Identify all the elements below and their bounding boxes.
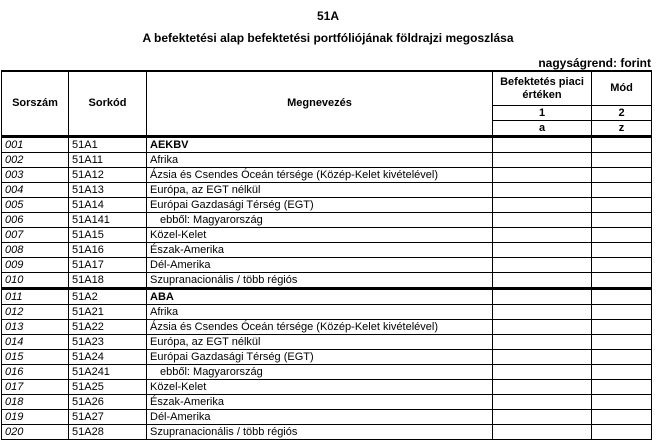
row-sorkod: 51A28 xyxy=(69,425,147,440)
row-befektetes-value xyxy=(493,305,592,320)
table-title: A befektetési alap befektetési portfóliójának földrajzi megoszlása xyxy=(142,31,514,45)
row-sorszam: 016 xyxy=(2,365,69,380)
row-sorszam: 002 xyxy=(2,153,69,168)
row-sorkod: 51A27 xyxy=(69,410,147,425)
row-sorszam: 008 xyxy=(2,243,69,258)
table-row xyxy=(2,320,652,335)
row-mod-value xyxy=(592,380,652,395)
table-row xyxy=(2,258,652,273)
row-sorkod: 51A13 xyxy=(69,183,147,198)
row-sorkod: 51A23 xyxy=(69,335,147,350)
row-befektetes-value xyxy=(493,273,592,289)
row-befektetes-value xyxy=(493,320,592,335)
row-sorkod: 51A15 xyxy=(69,228,147,243)
col-header-sorszam: Sorszám xyxy=(2,71,69,137)
row-sorszam: 011 xyxy=(2,289,69,305)
row-sorkod: 51A26 xyxy=(69,395,147,410)
row-sorszam: 017 xyxy=(2,380,69,395)
row-befektetes-value xyxy=(493,380,592,395)
row-megnevezes: Szupranacionális / több régiós xyxy=(147,425,493,440)
row-sorkod: 51A141 xyxy=(69,213,147,228)
table-row xyxy=(2,410,652,425)
row-sorszam: 003 xyxy=(2,168,69,183)
row-mod-value xyxy=(592,258,652,273)
row-sorszam: 013 xyxy=(2,320,69,335)
table-row xyxy=(2,395,652,410)
row-sorkod: 51A11 xyxy=(69,153,147,168)
row-sorkod: 51A12 xyxy=(69,168,147,183)
row-sorszam: 001 xyxy=(2,137,69,153)
row-befektetes-value xyxy=(493,137,592,153)
table-row xyxy=(2,305,652,320)
row-befektetes-value xyxy=(493,183,592,198)
row-befektetes-value xyxy=(493,425,592,440)
unit-label: nagyságrend: forint xyxy=(538,56,651,70)
row-mod-value xyxy=(592,410,652,425)
row-sorszam: 015 xyxy=(2,350,69,365)
row-befektetes-value xyxy=(493,198,592,213)
row-sorszam: 005 xyxy=(2,198,69,213)
row-sorkod: 51A21 xyxy=(69,305,147,320)
row-mod-value xyxy=(592,137,652,153)
header-row xyxy=(2,71,652,106)
row-megnevezes: Európai Gazdasági Térség (EGT) xyxy=(147,198,493,213)
row-megnevezes: Közel-Kelet xyxy=(147,228,493,243)
table-row xyxy=(2,289,652,305)
row-megnevezes: AEKBV xyxy=(147,137,493,153)
row-sorszam: 019 xyxy=(2,410,69,425)
row-befektetes-value xyxy=(493,289,592,305)
row-sorszam: 009 xyxy=(2,258,69,273)
row-befektetes-value xyxy=(493,213,592,228)
row-befektetes-value xyxy=(493,335,592,350)
row-mod-value xyxy=(592,395,652,410)
row-mod-value xyxy=(592,289,652,305)
table-row xyxy=(2,153,652,168)
row-sorkod: 51A2 xyxy=(69,289,147,305)
row-megnevezes: ebből: Magyarország xyxy=(147,213,493,228)
row-sorkod: 51A17 xyxy=(69,258,147,273)
row-megnevezes: ABA xyxy=(147,289,493,305)
row-sorszam: 020 xyxy=(2,425,69,440)
row-megnevezes: Európa, az EGT nélkül xyxy=(147,183,493,198)
table-row xyxy=(2,137,652,153)
row-sorszam: 012 xyxy=(2,305,69,320)
table-row xyxy=(2,168,652,183)
table-body xyxy=(2,137,652,440)
row-mod-value xyxy=(592,425,652,440)
row-sorkod: 51A16 xyxy=(69,243,147,258)
row-befektetes-value xyxy=(493,350,592,365)
row-sorkod: 51A22 xyxy=(69,320,147,335)
row-mod-value xyxy=(592,273,652,289)
row-befektetes-value xyxy=(493,243,592,258)
row-sorszam: 014 xyxy=(2,335,69,350)
row-mod-value xyxy=(592,305,652,320)
row-sorszam: 007 xyxy=(2,228,69,243)
row-mod-value xyxy=(592,350,652,365)
table-row xyxy=(2,350,652,365)
col-header-megnevezes: Megnevezés xyxy=(147,71,493,137)
table-row xyxy=(2,183,652,198)
row-megnevezes: Ázsia és Csendes Óceán térsége (Közép-Kelet kivételével) xyxy=(147,168,493,183)
row-befektetes-value xyxy=(493,258,592,273)
row-megnevezes: Európa, az EGT nélkül xyxy=(147,335,493,350)
table-row xyxy=(2,228,652,243)
row-mod-value xyxy=(592,365,652,380)
table-row xyxy=(2,213,652,228)
row-befektetes-value xyxy=(493,168,592,183)
row-sorkod: 51A1 xyxy=(69,137,147,153)
row-sorkod: 51A14 xyxy=(69,198,147,213)
row-befektetes-value xyxy=(493,395,592,410)
row-megnevezes: Ázsia és Csendes Óceán térsége (Közép-Kelet kivételével) xyxy=(147,320,493,335)
row-megnevezes: Afrika xyxy=(147,153,493,168)
row-sorkod: 51A18 xyxy=(69,273,147,289)
row-sorkod: 51A241 xyxy=(69,365,147,380)
table-row xyxy=(2,273,652,289)
table-row xyxy=(2,365,652,380)
row-sorkod: 51A24 xyxy=(69,350,147,365)
row-megnevezes: Szupranacionális / több régiós xyxy=(147,273,493,289)
table-row xyxy=(2,380,652,395)
row-megnevezes: ebből: Magyarország xyxy=(147,365,493,380)
row-befektetes-value xyxy=(493,365,592,380)
table-row xyxy=(2,243,652,258)
row-megnevezes: Dél-Amerika xyxy=(147,258,493,273)
row-mod-value xyxy=(592,228,652,243)
row-mod-value xyxy=(592,198,652,213)
row-mod-value xyxy=(592,213,652,228)
row-mod-value xyxy=(592,153,652,168)
row-mod-value xyxy=(592,335,652,350)
portfolio-table xyxy=(1,70,652,440)
table-code: 51A xyxy=(316,9,339,23)
col-number-2: 2 xyxy=(592,106,652,121)
col-header-mod: Mód xyxy=(592,71,652,106)
col-header-befektetes: Befektetés piaci értéken xyxy=(493,71,592,106)
col-code-z: z xyxy=(592,121,652,137)
row-befektetes-value xyxy=(493,410,592,425)
row-mod-value xyxy=(592,168,652,183)
row-sorszam: 004 xyxy=(2,183,69,198)
row-mod-value xyxy=(592,320,652,335)
table-row xyxy=(2,335,652,350)
row-megnevezes: Dél-Amerika xyxy=(147,410,493,425)
col-number-1: 1 xyxy=(493,106,592,121)
col-code-a: a xyxy=(493,121,592,137)
row-mod-value xyxy=(592,183,652,198)
row-megnevezes: Európai Gazdasági Térség (EGT) xyxy=(147,350,493,365)
row-befektetes-value xyxy=(493,153,592,168)
row-sorszam: 006 xyxy=(2,213,69,228)
row-megnevezes: Észak-Amerika xyxy=(147,243,493,258)
table-row xyxy=(2,198,652,213)
row-sorszam: 018 xyxy=(2,395,69,410)
row-megnevezes: Észak-Amerika xyxy=(147,395,493,410)
row-sorkod: 51A25 xyxy=(69,380,147,395)
row-befektetes-value xyxy=(493,228,592,243)
row-mod-value xyxy=(592,243,652,258)
col-header-sorkod: Sorkód xyxy=(69,71,147,137)
row-megnevezes: Közel-Kelet xyxy=(147,380,493,395)
row-sorszam: 010 xyxy=(2,273,69,289)
table-row xyxy=(2,425,652,440)
row-megnevezes: Afrika xyxy=(147,305,493,320)
